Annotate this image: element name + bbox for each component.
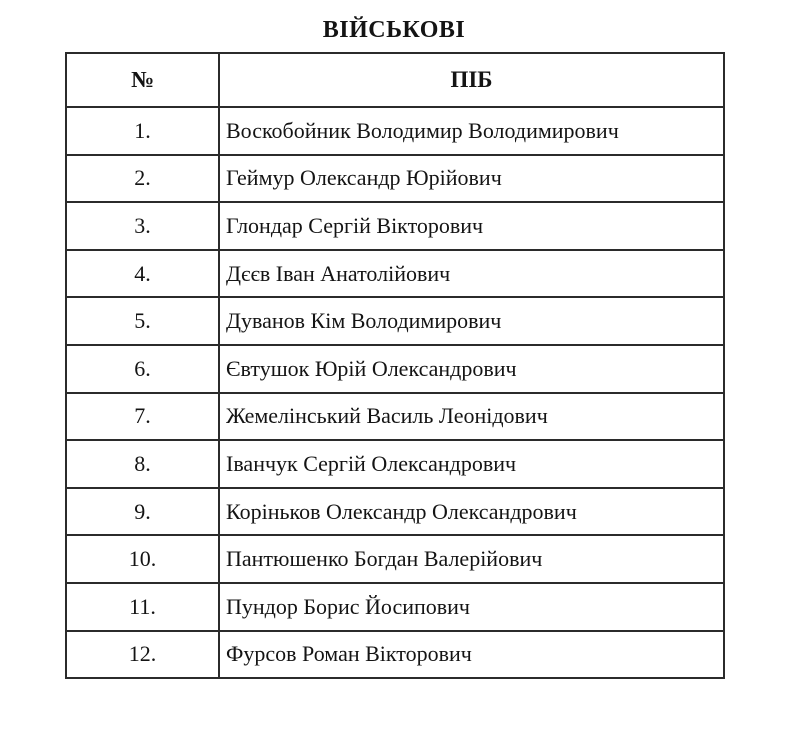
table-row (66, 488, 724, 536)
row-number-cell: 4. (66, 250, 219, 298)
table-row (66, 393, 724, 441)
row-name-cell: Глондар Сергій Вікторович (219, 202, 724, 250)
column-header-name: ПІБ (219, 53, 724, 107)
row-name-cell: Геймур Олександр Юрійович (219, 155, 724, 203)
row-number-cell: 3. (66, 202, 219, 250)
row-name-cell: Пундор Борис Йосипович (219, 583, 724, 631)
row-name-cell: Дєєв Іван Анатолійович (219, 250, 724, 298)
row-number-cell: 2. (66, 155, 219, 203)
table-row (66, 345, 724, 393)
row-name-cell: Євтушок Юрій Олександрович (219, 345, 724, 393)
row-number-cell: 6. (66, 345, 219, 393)
table-row (66, 631, 724, 679)
header-row (66, 53, 724, 107)
table-row (66, 440, 724, 488)
table-row (66, 155, 724, 203)
row-name-cell: Пантюшенко Богдан Валерійович (219, 535, 724, 583)
table-row (66, 535, 724, 583)
military-roster-table (65, 52, 725, 679)
table-row (66, 107, 724, 155)
row-name-cell: Воскобойник Володимир Володимирович (219, 107, 724, 155)
table-body (66, 107, 724, 678)
row-name-cell: Коріньков Олександр Олександрович (219, 488, 724, 536)
row-number-cell: 8. (66, 440, 219, 488)
row-name-cell: Жемелінський Василь Леонідович (219, 393, 724, 441)
row-number-cell: 9. (66, 488, 219, 536)
row-number-cell: 11. (66, 583, 219, 631)
column-header-number: № (66, 53, 219, 107)
row-name-cell: Іванчук Сергій Олександрович (219, 440, 724, 488)
table-row (66, 202, 724, 250)
row-number-cell: 5. (66, 297, 219, 345)
row-number-cell: 12. (66, 631, 219, 679)
page-title: ВІЙСЬКОВІ (322, 17, 466, 43)
row-number-cell: 10. (66, 535, 219, 583)
row-number-cell: 1. (66, 107, 219, 155)
document-page (65, 0, 723, 679)
table-row (66, 297, 724, 345)
table-header (66, 53, 724, 107)
row-name-cell: Дуванов Кім Володимирович (219, 297, 724, 345)
table-row (66, 583, 724, 631)
row-name-cell: Фурсов Роман Вікторович (219, 631, 724, 679)
table-row (66, 250, 724, 298)
row-number-cell: 7. (66, 393, 219, 441)
